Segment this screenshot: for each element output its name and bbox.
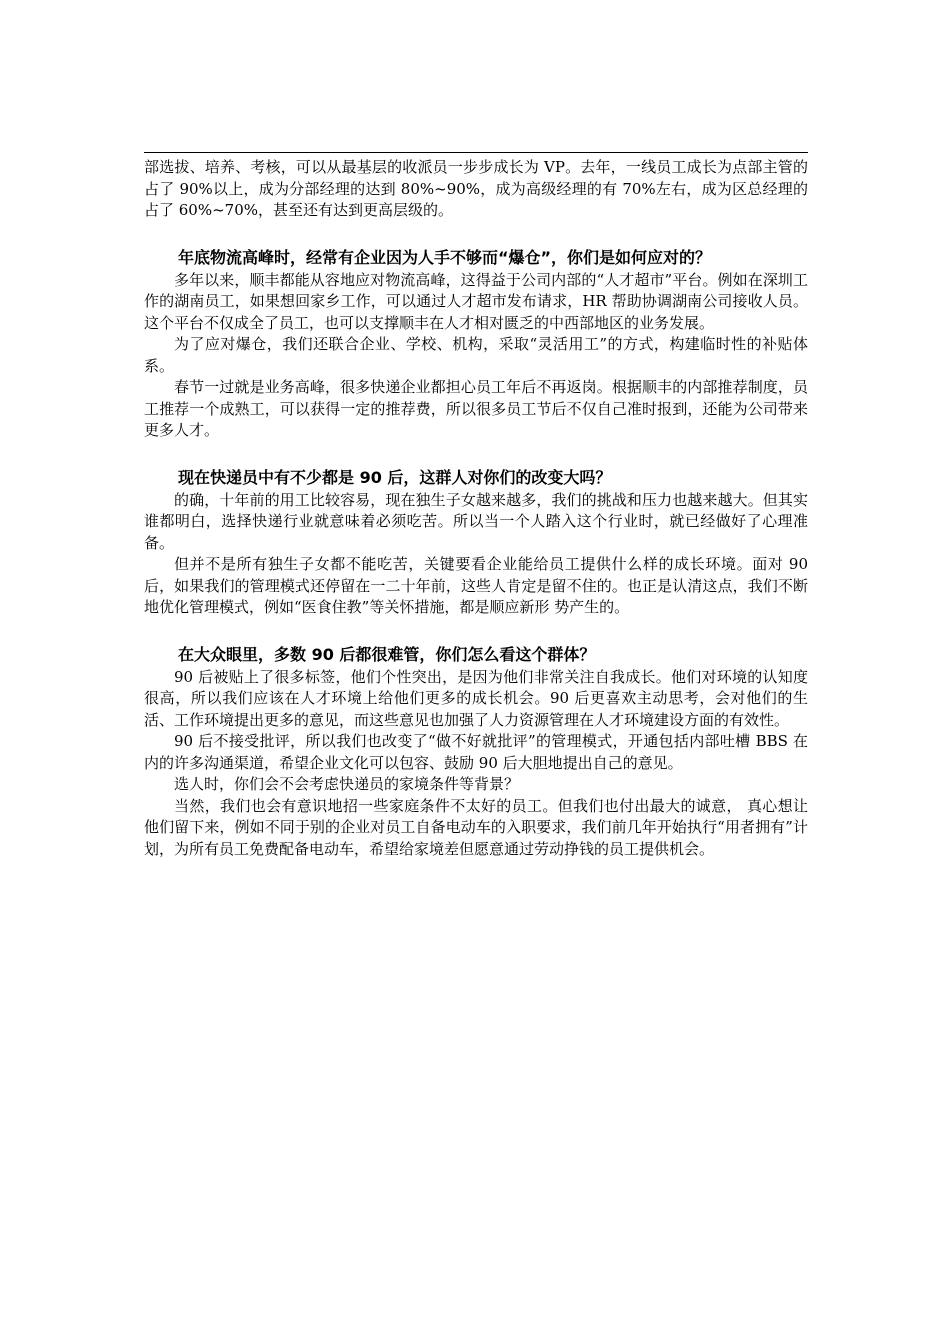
section-post-90s-change: [144, 466, 808, 619]
body-paragraph: 当然，我们也会有意识地招一些家庭条件不太好的员工。但我们也付出最大的诚意， 真心想让他们留下来，例如不同于别的企业对员工自备电动车的入职要求，我们前几年开始执行“用者拥有”计划，为所有员工免费配备电动车，希望给家境差但愿意通过劳动挣钱的员工提供机会。: [144, 796, 808, 858]
section-heading: 在大众眼里，多数 90 后都很难管，你们怎么看这个群体？: [178, 644, 596, 664]
question-paragraph: 选人时，你们会不会考虑快递员的家境条件等背景？: [174, 775, 520, 793]
section-peak-season: [144, 246, 808, 442]
body-paragraph: 春节一过就是业务高峰，很多快递企业都担心员工年后不再返岗。根据顺丰的内部推荐制度，员工推荐一个成熟工，可以获得一定的推荐费，所以很多员工节后不仅自己准时报到，还能为公司带来更多人才。: [144, 378, 808, 439]
section-post-90s-management: [144, 643, 808, 861]
intro-paragraph: 部选拔、培养、考核，可以从最基层的收派员一步步成长为 VP。去年，一线员工成长为点部主管的占了 90%以上，成为分部经理的达到 80%~90%，成为高级经理的有 70%左右，成为区总经理的占了 60%~70%，甚至还有达到更高层级的。: [144, 158, 808, 219]
body-paragraph: 为了应对爆仓，我们还联合企业、学校、机构，采取“灵活用工”的方式，构建临时性的补贴体系。: [144, 335, 808, 375]
body-paragraph: 90 后不接受批评，所以我们也改变了“做不好就批评”的管理模式，开通包括内部吐槽 BBS 在内的许多沟通渠道，希望企业文化可以包容、鼓励 90 后大胆地提出自己的意见。: [144, 732, 808, 772]
section-heading: 现在快递员中有不少都是 90 后，这群人对你们的改变大吗？: [178, 467, 612, 487]
section-heading: 年底物流高峰时，经常有企业因为人手不够而“爆仓”，你们是如何应对的？: [178, 247, 712, 267]
top-divider: [144, 152, 808, 153]
body-paragraph: 的确，十年前的用工比较容易，现在独生子女越来越多，我们的挑战和压力也越来越大。但其实谁都明白，选择快递行业就意味着必须吃苦。所以当一个人踏入这个行业时，就已经做好了心理准备。: [144, 490, 808, 552]
document-page: [144, 152, 808, 860]
body-paragraph: 90 后被贴上了很多标签，他们个性突出，是因为他们非常关注自我成长。他们对环境的认知度很高，所以我们应该在人才环境上给他们更多的成长机会。90 后更喜欢主动思考，会对他们的生活、工作环境提出更多的意见，而这些意见也加强了人力资源管理在人才环境建设方面的有效性。: [144, 667, 808, 729]
body-paragraph: 但并不是所有独生子女都不能吃苦，关键要看企业能给员工提供什么样的成长环境。面对 90 后，如果我们的管理模式还停留在一二十年前，这些人肯定是留不住的。也正是认清这点，我们不断地优化管理模式，例如“医食住教”等关怀措施，都是顺应新形 势产生的。: [144, 555, 808, 616]
body-paragraph: 多年以来，顺丰都能从容地应对物流高峰，这得益于公司内部的“人才超市”平台。例如在深圳工作的湖南员工，如果想回家乡工作，可以通过人才超市发布请求，HR 帮助协调湖南公司接收人员。这个平台不仅成全了员工，也可以支撑顺丰在人才相对匮乏的中西部地区的业务发展。: [144, 270, 808, 332]
